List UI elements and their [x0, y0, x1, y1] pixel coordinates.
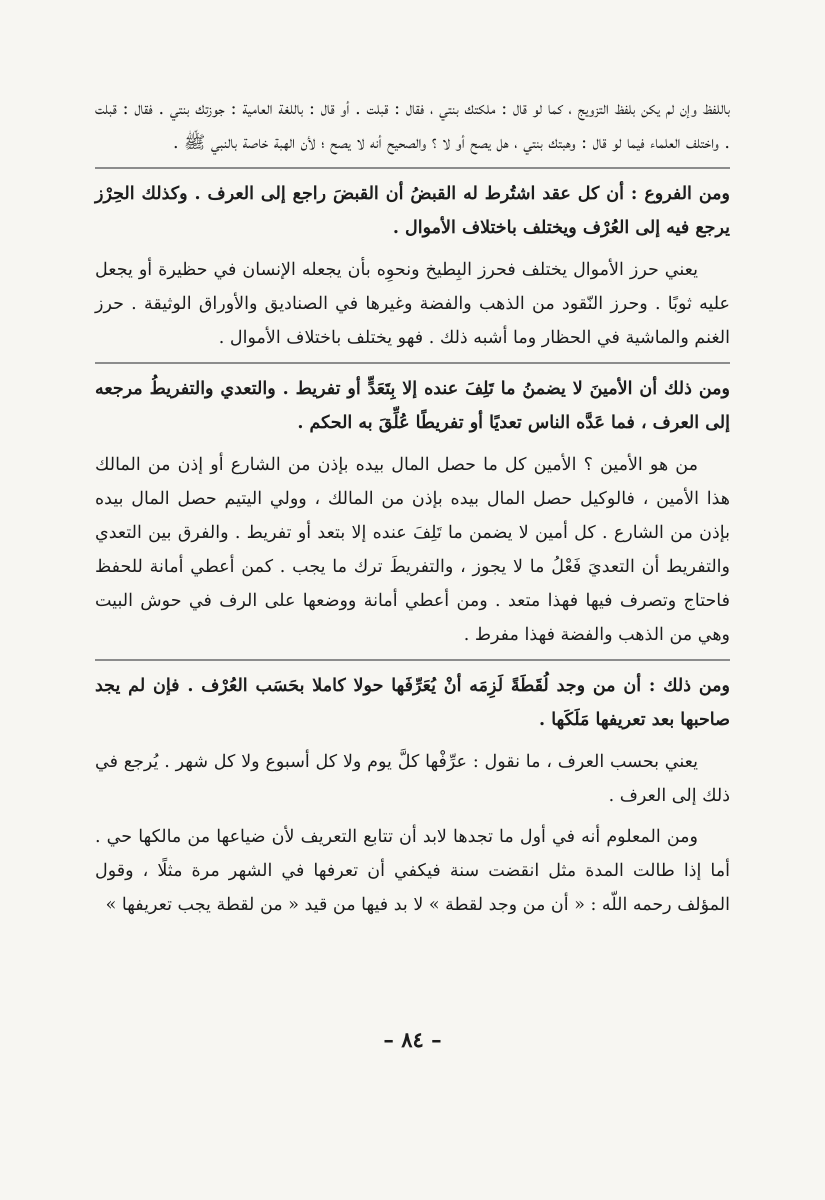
matn-paragraph-1: ومن الفروع : أن كل عقد اشتُرط له القبضُ أن القبضَ راجع إلى العرف . وكذلك الحِرْز يرجع فيه إلى العُرْف ويختلف باختلاف الأموال .: [95, 167, 730, 245]
commentary-paragraph-3: من هو الأمين ؟ الأمين كل ما حصل المال بيده بإذن من الشارع أو إذن من المالك هذا الأمين ، فالوكيل حصل المال بيده بإذن من المالك ، وولي اليتيم حصل المال بيده بإذن من الشارع . كل أمين لا يضمن ما تَلِفَ عنده إلا بتعد أو تفريط . والفرق بين التعدي والتفريط أن التعديَ فَعْلُ ما لا يجوز ، والتفريطَ ترك ما يجب . كمن أعطي أمانة للحفظ فاحتاج وتصرف فيها فهذا متعد . ومن أعطي أمانة ووضعها على الرف في حوش البيت وهي من الذهب والفضة فهذا مفرط .: [95, 455, 730, 645]
commentary-paragraph-4: يعني بحسب العرف ، ما نقول : عرِّفْها كلَّ يوم ولا كل أسبوع ولا كل شهر . يُرجع في ذلك إلى العرف .: [95, 752, 730, 806]
matn-paragraph-2: ومن ذلك أن الأمينَ لا يضمنُ ما تَلِفَ عنده إلا بِتَعَدٍّ أو تفريط . والتعدي والتفريطُ مرجعه إلى العرف ، فما عَدَّه الناس تعديًا أو تفريطًا عُلِّقَ به الحكم .: [95, 362, 730, 440]
commentary-paragraph-5: ومن المعلوم أنه في أول ما تجدها لابد أن تتابع التعريف لأن ضياعها من مالكها حي . أما إذا طالت المدة مثل انقضت سنة فيكفي أن تعرفها في الشهر مرة مثلًا ، وقول المؤلف رحمه اللّه : « أن من وجد لقطة » لا بد فيها من قيد « من لقطة يجب تعريفها »: [95, 827, 730, 915]
commentary-paragraph-1: باللفظ وإن لم يكن بلفظ التزويج ، كما لو قال : ملكتك بنتي ، فقال : قبلت . أو قال : باللغة العامية : جوزتك بنتي . فقال : قبلت . واختلف العلماء فيما لو قال : وهبتك بنتي ، هل يصح أو لا ؟ والصحيح أنه لا يصح ؛ لأن الهبة خاصة بالنبي ﷺ .: [95, 99, 730, 153]
page-number: – ٨٤ –: [383, 1027, 442, 1052]
matn-paragraph-3: ومن ذلك : أن من وجد لُقَطَةً لَزِمَه أنْ يُعَرِّفَها حولا كاملا بحَسَب العُرْف . فإن لم يجد صاحبها بعد تعريفها مَلَكَها .: [95, 659, 730, 737]
commentary-paragraph-2: يعني حرز الأموال يختلف فحرز البِطيخ ونحوِه بأن يجعله الإنسان في حظيرة أو يجعل عليه ثوبًا . وحرز النّقود من الذهب والفضة وغيرها في الصناديق والأوراق الوثيقة . حرز الغنم والماشية في الحظار وما أشبه ذلك . فهو يختلف باختلاف الأموال .: [95, 260, 730, 348]
page-body: [95, 92, 730, 1070]
